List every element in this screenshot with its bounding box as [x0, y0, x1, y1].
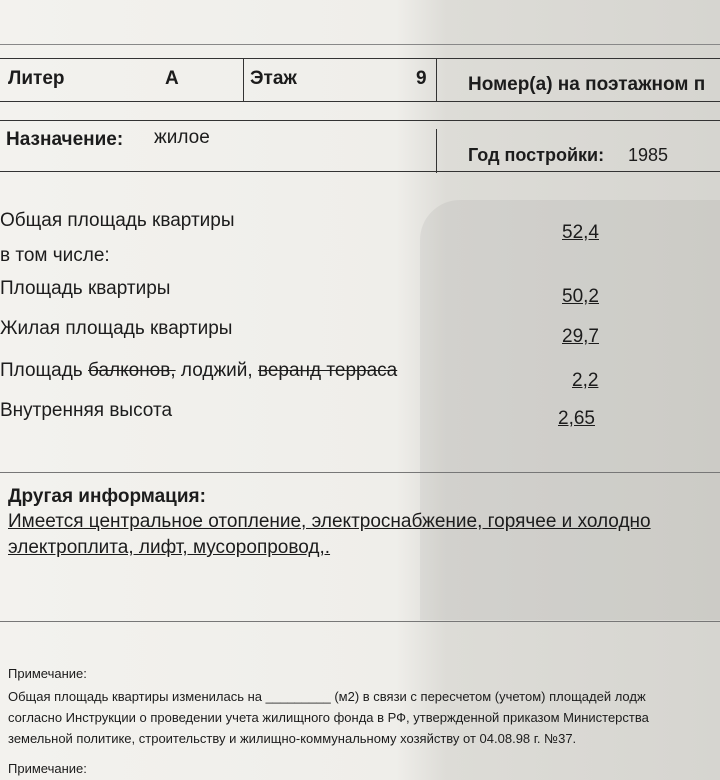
note1-title: Примечание:	[8, 666, 87, 681]
year-value: 1985	[628, 145, 669, 165]
top-rule	[0, 44, 720, 45]
living-area-label: Жилая площадь квартиры	[0, 318, 233, 339]
purpose-value: жилое	[154, 127, 210, 148]
header-row	[0, 58, 720, 102]
note1-line2: согласно Инструкции о проведении учета жилищного фонда в РФ, утвержденной приказом Министерства	[8, 710, 649, 725]
note1-blank: _________	[265, 689, 331, 704]
other-info-box	[0, 472, 720, 622]
liter-label: Литер	[8, 68, 65, 89]
plan-numbers-label: Номер(а) на поэтажном п	[468, 74, 706, 95]
note2-title: Примечание:	[8, 761, 87, 776]
floor-value: 9	[416, 68, 427, 89]
balcony-prefix: Площадь	[0, 360, 83, 381]
year-label: Год постройки:	[468, 145, 605, 165]
balcony-struck: балконов,	[88, 360, 176, 381]
apartment-area-label: Площадь квартиры	[0, 278, 171, 299]
total-area-value: 52,4	[562, 222, 599, 243]
living-area-value: 29,7	[562, 326, 599, 347]
note1-line1b: (м2) в связи с пересчетом (учетом) площадей лодж	[334, 689, 646, 704]
purpose-label: Назначение:	[6, 129, 124, 150]
note1-line1a: Общая площадь квартиры изменилась на	[8, 689, 262, 704]
purpose-row	[0, 120, 720, 172]
floor-label: Этаж	[250, 68, 297, 89]
divider	[243, 59, 244, 101]
other-info-line2: электроплита, лифт, мусоропровод,.	[8, 537, 331, 558]
other-info-title: Другая информация:	[8, 486, 206, 507]
balcony-area-value: 2,2	[572, 370, 599, 391]
other-info-line1: Имеется центральное отопление, электроснабжение, горячее и холодно	[8, 511, 651, 532]
divider	[436, 129, 437, 173]
note1-line3: земельной политике, строительству и жилищно-коммунальному хозяйству от 04.08.98 г. №37.	[8, 731, 577, 746]
balcony-area-label	[0, 360, 397, 382]
balcony-struck2: веранд терраса	[257, 360, 398, 381]
note1-line1	[8, 689, 646, 704]
total-area-label: Общая площадь квартиры	[0, 210, 235, 231]
apartment-area-value: 50,2	[562, 286, 599, 307]
height-value: 2,65	[558, 408, 595, 429]
balcony-loggia: лоджий,	[180, 360, 253, 381]
height-label: Внутренняя высота	[0, 400, 173, 421]
including-label: в том числе:	[0, 245, 110, 266]
divider	[436, 59, 437, 101]
liter-value: А	[165, 68, 179, 89]
